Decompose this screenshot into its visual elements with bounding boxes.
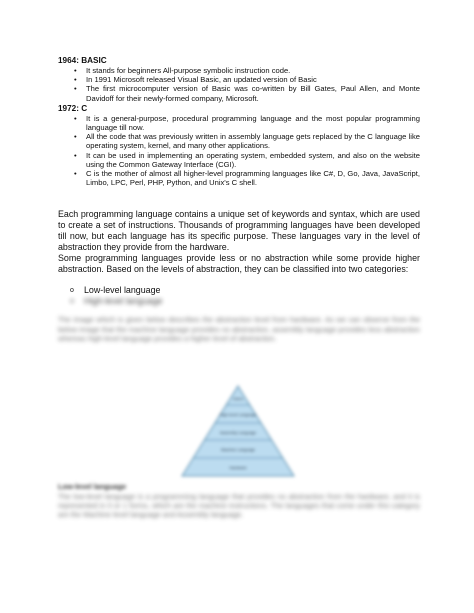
document-content bbox=[58, 56, 420, 343]
pyramid-svg bbox=[180, 384, 296, 478]
bullet-icon: • bbox=[74, 113, 77, 123]
bullet-icon: • bbox=[74, 132, 77, 142]
list-item: • It stands for beginners All-purpose symbolic instruction code. bbox=[74, 66, 291, 75]
list-item: o High-level language bbox=[70, 296, 163, 307]
list-item: • C is the mother of almost all higher-level programming languages like C#, D, Go, Java, JavaScript, Limbo, LPC, Perl, PHP, Python, and Unix's C shell. bbox=[74, 169, 420, 188]
pyramid-level-label: Machine Language bbox=[220, 447, 256, 452]
bullet-icon: • bbox=[74, 84, 77, 94]
pyramid-level-label: Hardware bbox=[229, 465, 247, 470]
bullet-icon: • bbox=[74, 169, 77, 179]
list-item: • The first microcomputer version of Basic was co-written by Bill Gates, Paul Allen, and Monte Davidoff for their newly-formed company, Microsoft. bbox=[74, 84, 420, 103]
pyramid-level-label: High-level Language bbox=[219, 412, 257, 417]
c-bullet-list bbox=[58, 114, 420, 188]
category-list bbox=[58, 285, 420, 307]
bullet-icon: • bbox=[74, 150, 77, 160]
pyramid-level-label: Users bbox=[232, 396, 244, 401]
list-item: o Low-level language bbox=[70, 285, 161, 296]
list-item: • All the code that was previously written in assembly language gets replaced by the C language like operating system, kernel, and many other applications. bbox=[74, 132, 420, 151]
list-item: • It can be used in implementing an operating system, embedded system, and also on the website using the Common Gateway Interface (CGI). bbox=[74, 150, 420, 169]
section-heading-basic: 1964: BASIC bbox=[58, 56, 107, 65]
list-item: • In 1991 Microsoft released Visual Basic, an updated version of Basic bbox=[74, 75, 317, 85]
blurred-paragraph: The image which is given below describes the abstraction level from hardware. As we can observe from the below image that the machine language provides no abstraction, assembly language provides less abstraction whereas high-level language provides a higher level of abstraction. bbox=[58, 315, 420, 343]
section-heading-c: 1972: C bbox=[58, 103, 88, 113]
pyramid-level-label: Assembly Language bbox=[219, 430, 257, 435]
bullet-icon: • bbox=[74, 75, 77, 85]
basic-bullet-list bbox=[58, 66, 420, 103]
body-paragraph: Each programming language contains a unique set of keywords and syntax, which are used to create a set of instructions. Thousands of programming languages have been developed till now, but each language has its specific purpose. These languages vary in the level of abstraction they provide from the hardware. bbox=[58, 209, 420, 253]
circle-bullet-icon: o bbox=[70, 287, 74, 295]
bullet-icon: • bbox=[74, 66, 77, 75]
body-paragraph: Some programming languages provide less or no abstraction while some provide higher abstraction. Based on the levels of abstraction, they can be classified into two categories: bbox=[58, 253, 420, 275]
blurred-heading: Low-level language bbox=[58, 482, 127, 491]
abstraction-pyramid-diagram bbox=[180, 384, 296, 478]
list-item: • It is a general-purpose, procedural programming language and the most popular programming language till now. bbox=[74, 113, 420, 133]
blurred-paragraph: The low-level language is a programming language that provides no abstraction from the hardware, and it is represented in 0 or 1 forms, which are the machine instructions. The languages that come under this category are the Machine level language and Assembly language. bbox=[58, 492, 420, 520]
circle-bullet-icon: o bbox=[70, 298, 74, 306]
